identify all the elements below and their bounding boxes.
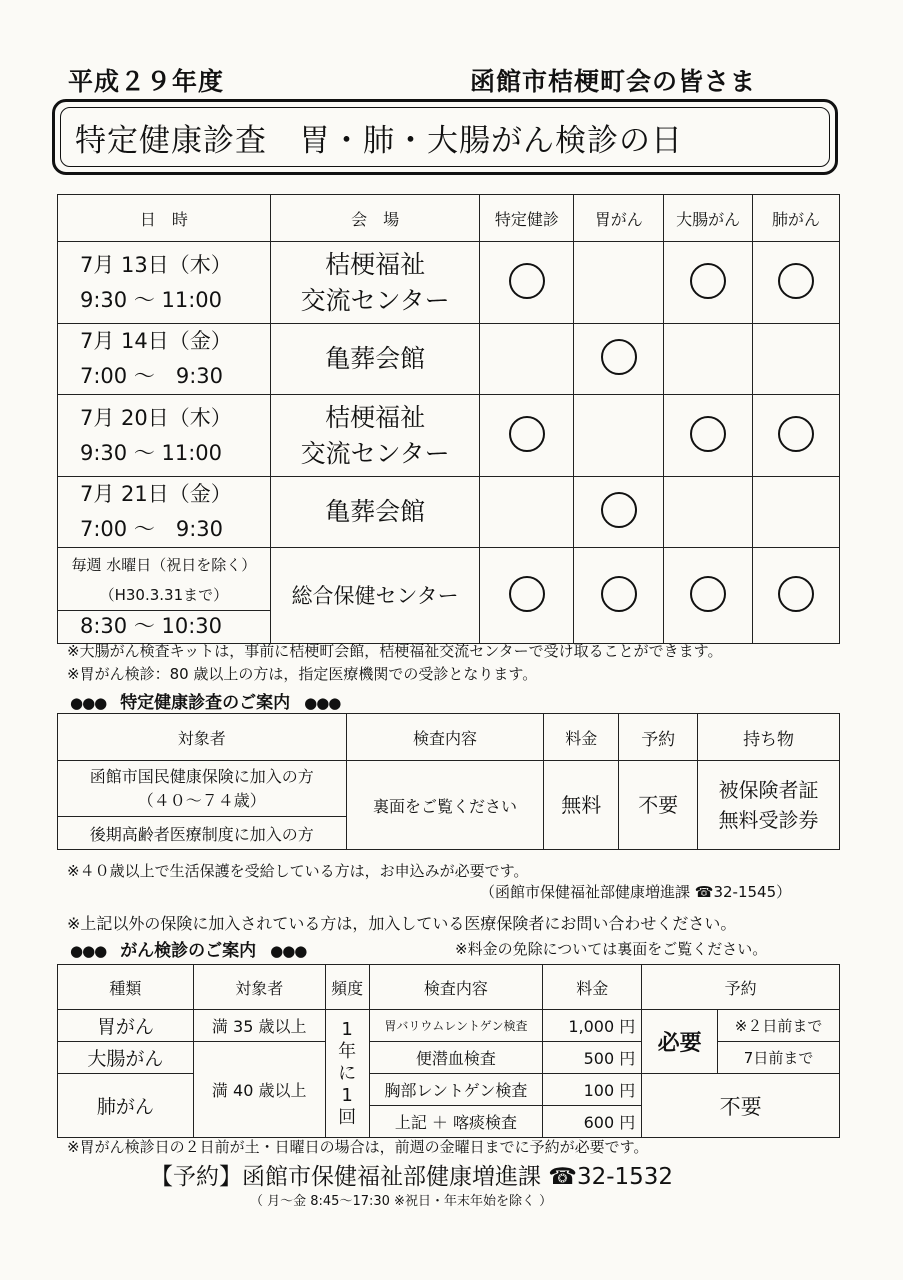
col-fee: 料金	[543, 965, 642, 1010]
cancer-section-heading	[70, 936, 306, 961]
venue-cell	[270, 324, 480, 395]
mark-cell	[753, 324, 840, 395]
bullet-dots-icon: ●●●	[304, 694, 341, 712]
time: 7:00 ～ 9:30	[80, 517, 223, 541]
office-hours: （ 月～金 8:45～17:30 ※祝日・年末年始を除く ）	[250, 1194, 553, 1209]
exam-section-title: 特定健康診査のご案内	[120, 693, 291, 713]
circle-mark-icon	[601, 576, 637, 612]
circle-mark-icon	[690, 416, 726, 452]
circle-mark-icon	[509, 576, 545, 612]
date: 7月 21日（金）	[80, 482, 232, 506]
target-nhi: 函館市国民健康保険に加入の方	[89, 766, 314, 786]
col-colon: 大腸がん	[664, 195, 753, 242]
table-row	[58, 1042, 840, 1074]
weekly-day: 毎週 水曜日（祝日を除く）	[71, 556, 257, 574]
table-row	[58, 395, 840, 477]
weekly-until: （H30.3.31まで）	[99, 586, 229, 604]
venue: 亀葬会館	[325, 497, 426, 526]
table-row	[58, 242, 840, 324]
mark-cell	[480, 548, 574, 644]
col-content: 検査内容	[346, 714, 544, 761]
mark-cell	[664, 324, 753, 395]
target-elderly: 後期高齢者医療制度に加入の方	[58, 817, 347, 850]
col-items: 持ち物	[698, 714, 840, 761]
mark-cell	[664, 548, 753, 644]
date: 7月 13日（木）	[80, 252, 232, 277]
req-colon: 7日前まで	[718, 1042, 840, 1074]
cancer-table	[57, 964, 840, 1138]
frequency-text: 1年に1回	[338, 1018, 357, 1128]
fee-lung-sputum: 600 円	[543, 1106, 642, 1138]
col-test: 検査内容	[369, 965, 543, 1010]
cancer-section-title: がん検診のご案内	[120, 941, 257, 961]
exam-contact: （函館市保健福祉部健康増進課 ☎32-1545）	[480, 883, 792, 901]
test-lung-xray: 胸部レントゲン検査	[369, 1074, 543, 1106]
circle-mark-icon	[509, 416, 545, 452]
mark-cell	[753, 242, 840, 324]
mark-cell	[753, 477, 840, 548]
circle-mark-icon	[778, 263, 814, 299]
col-reservation: 予約	[619, 714, 698, 761]
fee-lung-xray: 100 円	[543, 1074, 642, 1106]
target-40: 満 40 歳以上	[193, 1042, 325, 1138]
mark-cell	[574, 242, 664, 324]
col-datetime: 日 時	[58, 195, 271, 242]
reservation-required: 必要	[642, 1010, 718, 1074]
table-row	[58, 1074, 840, 1106]
venue-cell	[270, 395, 480, 477]
content-cell: 裏面をご覧ください	[346, 761, 544, 850]
col-venue: 会 場	[270, 195, 480, 242]
venue-cell	[270, 477, 480, 548]
date-cell	[58, 324, 271, 395]
time: 9:30 ～ 11:00	[80, 287, 223, 312]
time: 9:30 ～ 11:00	[80, 440, 223, 465]
venue-line2: 交流センター	[300, 438, 450, 468]
items-cell	[698, 761, 840, 850]
circle-mark-icon	[601, 339, 637, 375]
items-ticket: 無料受診券	[718, 808, 819, 832]
reservation-contact: 【予約】函館市保健福祉部健康増進課 ☎32-1532	[150, 1164, 674, 1190]
exam-section-heading	[70, 688, 340, 713]
mark-cell	[480, 395, 574, 477]
req-stomach: ※２日前まで	[718, 1010, 840, 1042]
mark-cell	[664, 477, 753, 548]
date-cell	[58, 395, 271, 477]
stomach-reservation-note: ※胃がん検診日の２日前が土・日曜日の場合は，前週の金曜日までに予約が必要です。	[67, 1138, 649, 1156]
table-row	[58, 477, 840, 548]
mark-cell	[664, 242, 753, 324]
bullet-dots-icon: ●●●	[270, 942, 307, 960]
mark-cell	[753, 548, 840, 644]
time: 7:00 ～ 9:30	[80, 364, 223, 388]
schedule-table	[57, 194, 840, 644]
col-frequency: 頻度	[325, 965, 369, 1010]
fee-stomach: 1,000 円	[543, 1010, 642, 1042]
circle-mark-icon	[690, 576, 726, 612]
circle-mark-icon	[690, 263, 726, 299]
fee-colon: 500 円	[543, 1042, 642, 1074]
weekly-time: 8:30 ～ 10:30	[58, 610, 270, 641]
mark-cell	[480, 324, 574, 395]
test-stomach: 胃バリウムレントゲン検査	[369, 1010, 543, 1042]
venue: 総合保健センター	[291, 583, 459, 608]
venue: 亀葬会館	[325, 344, 426, 373]
venue-cell	[270, 548, 480, 644]
table-row	[58, 1010, 840, 1042]
weekly-date-cell	[58, 548, 271, 644]
exam-table	[57, 713, 840, 850]
test-lung-sputum: 上記 ＋ 喀痰検査	[369, 1106, 543, 1138]
exam-header-row	[58, 714, 840, 761]
mark-cell	[574, 477, 664, 548]
circle-mark-icon	[601, 492, 637, 528]
venue: 桔梗福祉	[325, 402, 426, 432]
circle-mark-icon	[509, 263, 545, 299]
page-title: 特定健康診査 胃・肺・大腸がん検診の日	[60, 107, 830, 167]
welfare-note: ※４０歳以上で生活保護を受給している方は，お申込みが必要です。	[67, 862, 529, 880]
col-target: 対象者	[58, 714, 347, 761]
reservation-cell: 不要	[619, 761, 698, 850]
stomach-age-note: ※胃がん検診：80 歳以上の方は，指定医療機関での受診となります。	[67, 665, 538, 683]
mark-cell	[480, 477, 574, 548]
type-colon: 大腸がん	[58, 1042, 194, 1074]
fiscal-year: 平成２９年度	[68, 67, 225, 96]
fee-cell: 無料	[544, 761, 619, 850]
venue-cell	[270, 242, 480, 324]
table-row	[58, 324, 840, 395]
venue: 桔梗福祉	[325, 249, 426, 279]
kit-note: ※大腸がん検査キットは，事前に桔梗町会館，桔梗福祉交流センターで受け取ることができます。	[67, 642, 723, 660]
table-row	[58, 548, 840, 644]
type-stomach: 胃がん	[58, 1010, 194, 1042]
mark-cell	[664, 395, 753, 477]
target-35: 満 35 歳以上	[193, 1010, 325, 1042]
circle-mark-icon	[778, 576, 814, 612]
target-cell	[58, 761, 347, 817]
date: 7月 20日（木）	[80, 405, 232, 430]
mark-cell	[480, 242, 574, 324]
frequency-cell	[325, 1010, 369, 1138]
mark-cell	[753, 395, 840, 477]
col-health-check: 特定健診	[480, 195, 574, 242]
mark-cell	[574, 395, 664, 477]
venue-line2: 交流センター	[300, 285, 450, 315]
recipient: 函館市桔梗町会の皆さま	[470, 67, 757, 96]
fee-waiver-note: ※料金の免除については裏面をご覧ください。	[455, 940, 768, 958]
date-cell	[58, 477, 271, 548]
cancer-header-row	[58, 965, 840, 1010]
bullet-dots-icon: ●●●	[70, 942, 107, 960]
other-insurance-note: ※上記以外の保険に加入されている方は，加入している医療保険者にお問い合わせください。	[67, 914, 737, 933]
col-type: 種類	[58, 965, 194, 1010]
schedule-header-row	[58, 195, 840, 242]
title-box	[52, 99, 838, 175]
mark-cell	[574, 548, 664, 644]
col-stomach: 胃がん	[574, 195, 664, 242]
col-fee: 料金	[544, 714, 619, 761]
type-lung: 肺がん	[58, 1074, 194, 1138]
items-card: 被保険者証	[718, 778, 819, 802]
test-colon: 便潜血検査	[369, 1042, 543, 1074]
date-cell	[58, 242, 271, 324]
reservation-not-required: 不要	[642, 1074, 840, 1138]
date: 7月 14日（金）	[80, 329, 232, 353]
col-lung: 肺がん	[753, 195, 840, 242]
col-target: 対象者	[193, 965, 325, 1010]
col-reservation: 予約	[642, 965, 840, 1010]
mark-cell	[574, 324, 664, 395]
circle-mark-icon	[778, 416, 814, 452]
target-age: （４０～７４歳）	[137, 790, 266, 810]
table-row	[58, 761, 840, 817]
bullet-dots-icon: ●●●	[70, 694, 107, 712]
